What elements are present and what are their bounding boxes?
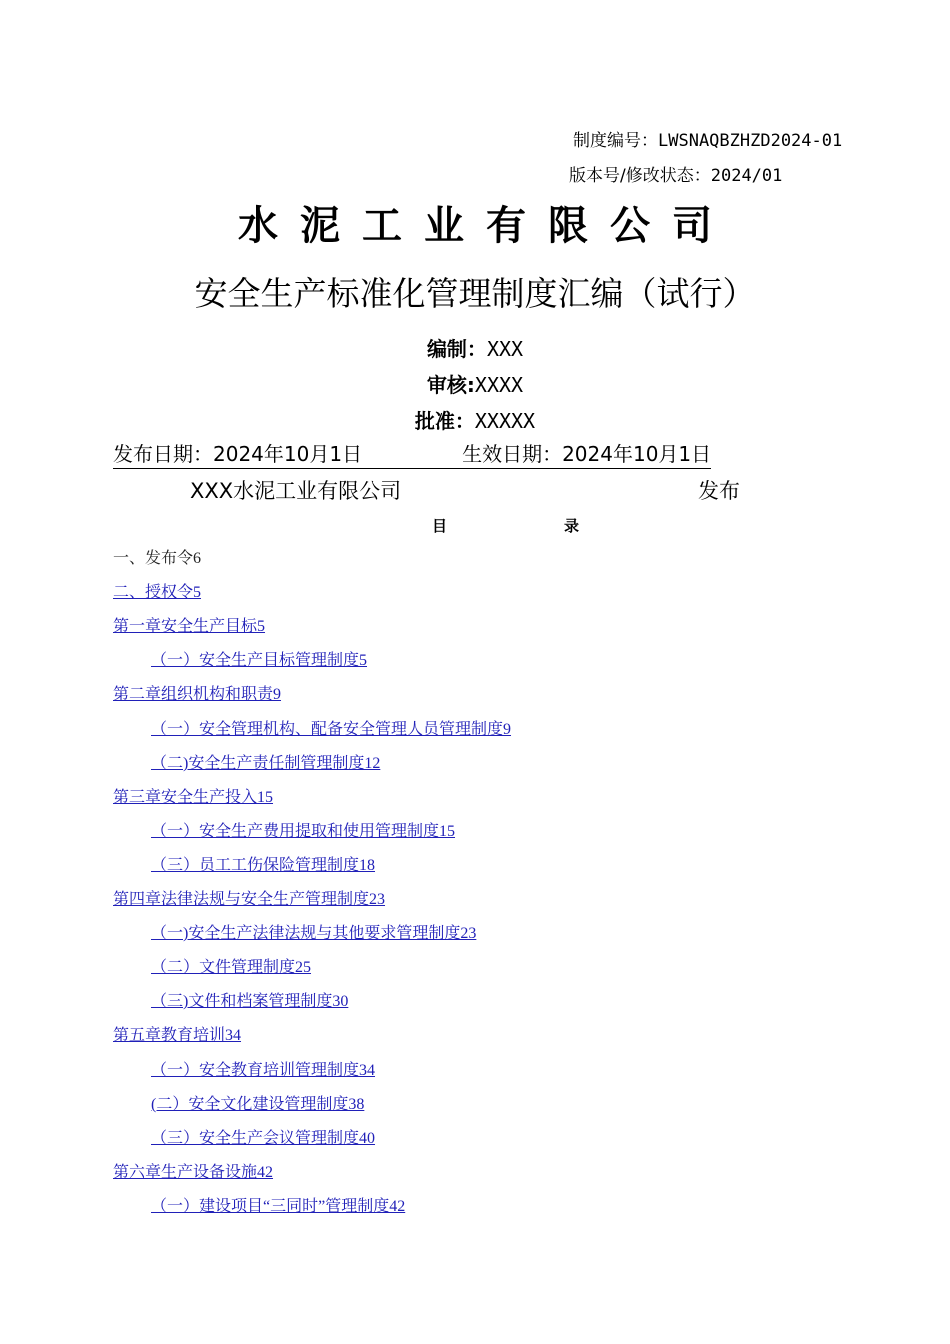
version-status-value: 2024/01: [710, 166, 783, 186]
toc-subitem[interactable]: （三)文件和档案管理制度30: [151, 993, 349, 1010]
document-code-value: LWSNAQBZHZD2024-01: [658, 131, 843, 151]
publisher-name: XXX水泥工业有限公司: [190, 479, 402, 503]
toc-subitem[interactable]: （一)安全生产法律法规与其他要求管理制度23: [151, 925, 477, 942]
toc-item[interactable]: 第五章教育培训34: [113, 1027, 242, 1044]
toc-subitem[interactable]: （二）文件管理制度25: [151, 959, 312, 976]
toc-subitem[interactable]: （一）安全教育培训管理制度34: [151, 1062, 376, 1079]
toc-subitem[interactable]: （一）安全生产费用提取和使用管理制度15: [151, 823, 456, 840]
compiled-by-label: 编制：: [426, 337, 487, 361]
toc-subitem[interactable]: （一）安全生产目标管理制度5: [151, 652, 368, 669]
reviewed-by-value: XXXX: [474, 373, 524, 397]
toc-heading-left: 目: [432, 517, 448, 535]
approved-by-value: XXXXX: [474, 409, 536, 433]
approved-by: [0, 405, 950, 434]
dates-line: [113, 438, 773, 469]
toc-subitem[interactable]: (二）安全文化建设管理制度38: [151, 1096, 365, 1113]
toc-item[interactable]: 第四章法律法规与安全生产管理制度23: [113, 891, 386, 908]
reviewed-by-label: 审核:: [426, 373, 475, 397]
document-code: [573, 126, 842, 151]
publish-word: 发布: [698, 479, 740, 503]
document-title: 安全生产标准化管理制度汇编（试行）: [194, 274, 756, 313]
toc-subitem[interactable]: （一）安全管理机构、配备安全管理人员管理制度9: [151, 721, 512, 738]
version-status: [569, 161, 782, 186]
toc-subitem[interactable]: （一）建设项目“三同时”管理制度42: [151, 1198, 406, 1215]
toc-subitem[interactable]: （三）安全生产会议管理制度40: [151, 1130, 376, 1147]
release-date: 发布日期：2024年10月1日: [113, 438, 362, 469]
toc-item[interactable]: 第三章安全生产投入15: [113, 789, 274, 806]
compiled-by: [0, 333, 950, 362]
document-code-label: 制度编号：: [573, 131, 658, 151]
version-status-label: 版本号/修改状态：: [569, 166, 711, 186]
toc-item[interactable]: 第一章安全生产目标5: [113, 618, 266, 635]
toc-item[interactable]: 第六章生产设备设施42: [113, 1164, 274, 1181]
toc-heading-right: 录: [564, 517, 580, 535]
approved-by-label: 批准：: [414, 409, 475, 433]
company-title: 水泥工业有限公司: [238, 203, 734, 249]
toc-item[interactable]: 第二章组织机构和职责9: [113, 686, 282, 703]
toc-item: 一、发布令6: [113, 550, 202, 567]
toc-subitem[interactable]: （三）员工工伤保险管理制度18: [151, 857, 376, 874]
reviewed-by: [0, 369, 950, 398]
toc-item[interactable]: 二、授权令5: [113, 584, 202, 601]
date-gap-underline: [362, 448, 462, 469]
effective-date: 生效日期：2024年10月1日: [462, 438, 711, 469]
toc-subitem[interactable]: （二)安全生产责任制管理制度12: [151, 755, 381, 772]
compiled-by-value: XXX: [486, 337, 524, 361]
